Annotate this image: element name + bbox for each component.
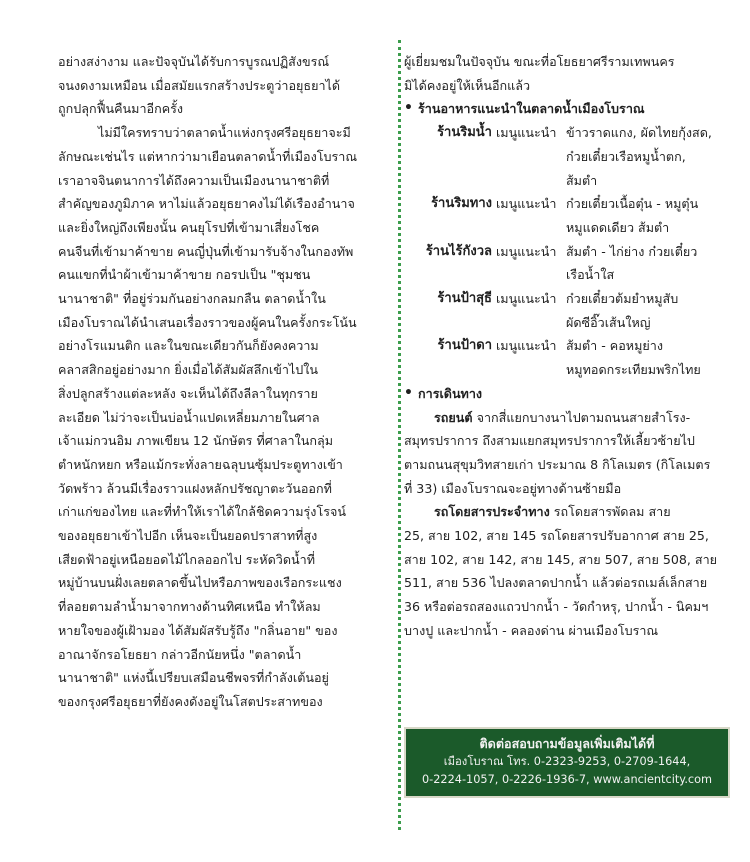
text-line: 36 หรือต่อรถสองแถวปากน้ำ - วัดกำหรุ, ปากน้ำ - นิคมฯ (404, 599, 709, 615)
text-line (404, 406, 730, 430)
text-line: เจ้าแม่กวนอิม ภาพเขียน 12 นักษัตร ที่ศาลาในกลุ่ม (58, 433, 333, 449)
shop-item-line: ผัดซีอิ๊วเส้นใหญ่ (566, 314, 651, 330)
text-line: บางปู และปากน้ำ - คลองด่าน ผ่านเมืองโบราณ (404, 622, 659, 638)
text-line: สำคัญของภูมิภาค หาไม่แล้วอยุธยาคงไม่ได้เรืองอำนาจ (58, 196, 355, 212)
shop-items (566, 287, 730, 334)
shop-entry (404, 334, 730, 381)
car-label: รถยนต์ (434, 409, 473, 425)
column-divider (398, 40, 401, 830)
text-line: วัดพร้าว ล้วนมีเรื่องราวแฝงหลักปรัชญาตะวันออกที่ (58, 480, 332, 496)
contact-line: เมืองโบราณ โทร. 0-2323-9253, 0-2709-1644, (443, 755, 691, 768)
text-line: คนจีนที่เข้ามาค้าขาย คนญี่ปุ่นที่เข้ามารับจ้างในกองทัพ (58, 243, 354, 259)
shop-item-line: ก๋วยเตี๋ยวต้มยำหมูสับ (566, 291, 679, 307)
shop-item-line: ข้าวราดแกง, ผัดไทยกุ้งสด, (566, 125, 712, 141)
text-line: ของกรุงศรีอยุธยาที่ยังคงดังอยู่ในโสตประสาทของ (58, 693, 323, 709)
text-line: อาณาจักรอโยธยา กล่าวอีกนัยหนึ่ง "ตลาดน้ำ (58, 646, 302, 662)
text-line: เสียดฟ้าอยู่เหนือยอดไม้ไกลออกไป ระหัดวิดน้ำที่ (58, 551, 316, 567)
text-line (404, 500, 730, 524)
text-line: ที่ 33) เมืองโบราณจะอยู่ทางด้านซ้ายมือ (404, 480, 622, 496)
text-line: และยิ่งใหญ่ถึงเพียงนั้น คนยุโรปที่เข้ามาเสี่ยงโชค (58, 219, 320, 235)
shop-menu-label: เมนูแนะนำ (496, 125, 557, 141)
text-line: ที่ลอยตามลำน้ำมาจากทางด้านทิศเหนือ ทำให้ลม (58, 599, 321, 615)
text-line: สมุทรปราการ ถึงสามแยกสมุทรปราการให้เลี้ยวซ้ายไป (404, 433, 695, 449)
shop-item-line: ก๋วยเตี๋ยวเนื้อตุ๋น - หมูตุ๋น (566, 196, 699, 212)
right-column (404, 50, 730, 643)
text-line: เมืองโบราณได้นำเสนอเรื่องราวของผู้คนในครั้งกระโน้น (58, 314, 357, 330)
text-line: ละเอียด ไม่ว่าจะเป็นบ่อน้ำแปดเหลี่ยมภายในศาล (58, 409, 320, 425)
text-line: อย่างสง่างาม และปัจจุบันได้รับการบูรณปฏิสังขรณ์ (58, 54, 330, 69)
shop-menu-label: เมนูแนะนำ (496, 291, 557, 307)
text-line: 25, สาย 102, สาย 145 รถโดยสารปรับอากาศ สาย 25, (404, 528, 709, 544)
shop-menu-label: เมนูแนะนำ (496, 338, 557, 354)
shop-name: ร้านริมน้ำ (437, 125, 492, 141)
text-line: ไม่มีใครทราบว่าตลาดน้ำแห่งกรุงศรีอยุธยาจะมี (98, 125, 351, 141)
text-line: จนงดงามเหมือน เมื่อสมัยแรกสร้างประตูว่าอยุธยาได้ (58, 77, 341, 93)
text-line: 511, สาย 536 ไปลงตลาดปากน้ำ แล้วต่อรถเมล์เล็กสาย (404, 575, 708, 591)
shop-items (566, 240, 730, 287)
shop-entry (404, 192, 730, 239)
text-line: ตามถนนสุขุมวิทสายเก่า ประมาณ 8 กิโลเมตร (กิโลเมตร (404, 456, 711, 472)
text-line: คลาสสิกอยู่อย่างมาก ยิ่งเมื่อได้สัมผัสลึกเข้าไปใน (58, 362, 318, 378)
shop-entry (404, 240, 730, 287)
text-line: สาย 102, สาย 142, สาย 145, สาย 507, สาย 508, สาย (404, 551, 718, 567)
text-line: ตำหนักหยก หรือแม้กระทั่งลายฉลุบนซุ้มประตูทางเข้า (58, 456, 343, 472)
car-directions (404, 406, 730, 501)
bus-directions (404, 500, 730, 642)
bus-line: รถโดยสารพัดลม สาย (553, 504, 671, 520)
bullet-icon: • (404, 384, 413, 401)
travel-heading (404, 382, 730, 406)
shop-item-line: ส้มตำ - ไก่ย่าง ก๋วยเตี๋ยว (566, 243, 698, 259)
food-heading-text: ร้านอาหารแนะนำในตลาดน้ำเมืองโบราณ (418, 101, 645, 117)
text-line: ของอยุธยาเข้าไปอีก เห็นจะเป็นยอดปราสาทที่สูง (58, 528, 318, 544)
bullet-icon: • (404, 100, 413, 117)
contact-box (404, 727, 730, 798)
shop-item-line: ส้มตำ (566, 172, 598, 188)
text-line: นานาชาติ" แห่งนี้เปรียบเสมือนชีพจรที่กำลังเต้นอยู่ (58, 670, 329, 686)
text-line: คนแขกที่นำผ้าเข้ามาค้าขาย กอรปเป็น "ชุมชน (58, 267, 311, 283)
food-heading (404, 97, 730, 121)
shop-item-line: หมูแดดเดียว ส้มตำ (566, 219, 670, 235)
car-line: จากสี่แยกบางนาไปตามถนนสายสำโรง- (476, 409, 691, 425)
shop-item-line: ก๋วยเตี๋ยวเรือหมูน้ำตก, (566, 148, 686, 164)
text-line: อย่างโรแมนติก และในขณะเดียวกันก็ยังคงความ (58, 338, 319, 354)
text-line: สิ่งปลูกสร้างแต่ละหลัง จะเห็นได้ถึงลีลาในทุกราย (58, 385, 318, 401)
contact-title: ติดต่อสอบถามข้อมูลเพิ่มเติมได้ที่ (479, 736, 655, 751)
text-line: ผู้เยี่ยมชมในปัจจุบัน ขณะที่อโยธยาศรีรามเทพนคร (404, 54, 675, 69)
shop-items (566, 192, 730, 239)
shop-item-line: ส้มตำ - คอหมูย่าง (566, 338, 663, 354)
text-line: ลักษณะเช่นไร แต่หากว่ามาเยือนตลาดน้ำที่เมืองโบราณ (58, 148, 358, 164)
shop-name: ร้านป้าดา (437, 338, 492, 354)
bus-label: รถโดยสารประจำทาง (434, 504, 550, 520)
text-line: หายใจของผู้เฝ้ามอง ได้สัมผัสรับรู้ถึง "กลิ่นอาย" ของ (58, 622, 338, 638)
text-line: นานาชาติ" ที่อยู่ร่วมกันอย่างกลมกลืน ตลาดน้ำใน (58, 291, 326, 307)
text-line: เราอาจจินตนาการได้ถึงความเป็นเมืองนานาชาติที่ (58, 172, 330, 188)
shop-name: ร้านไร้กังวล (425, 243, 492, 259)
left-column (58, 50, 391, 714)
text-line: เก่าแก่ของไทย และที่ทำให้เราได้ใกล้ชิดความรุ่งโรจน์ (58, 504, 346, 520)
paragraph-2 (58, 121, 391, 714)
paragraph-1 (58, 50, 391, 121)
text-line: หมู่บ้านบนฝั่งเลยตลาดขึ้นไปหรือภาพของเรือกระแชง (58, 575, 342, 591)
shop-entry (404, 287, 730, 334)
shop-name: ร้านป้าสุธี (437, 291, 492, 307)
shop-menu-label: เมนูแนะนำ (496, 243, 557, 259)
shop-items (566, 334, 730, 381)
shop-name: ร้านริมทาง (431, 196, 492, 212)
shop-menu-label: เมนูแนะนำ (496, 196, 557, 212)
travel-heading-text: การเดินทาง (418, 385, 483, 401)
shop-items (566, 121, 730, 192)
shop-item-line: เรือน้ำใส (566, 267, 615, 283)
shop-item-line: หมูทอดกระเทียมพริกไทย (566, 362, 701, 378)
text-line: ถูกปลุกฟื้นคืนมาอีกครั้ง (58, 101, 184, 117)
shop-entry (404, 121, 730, 192)
contact-line: 0-2224-1057, 0-2226-1936-7, www.ancientcity.com (421, 773, 713, 786)
text-line: มิได้คงอยู่ให้เห็นอีกแล้ว (404, 77, 531, 93)
